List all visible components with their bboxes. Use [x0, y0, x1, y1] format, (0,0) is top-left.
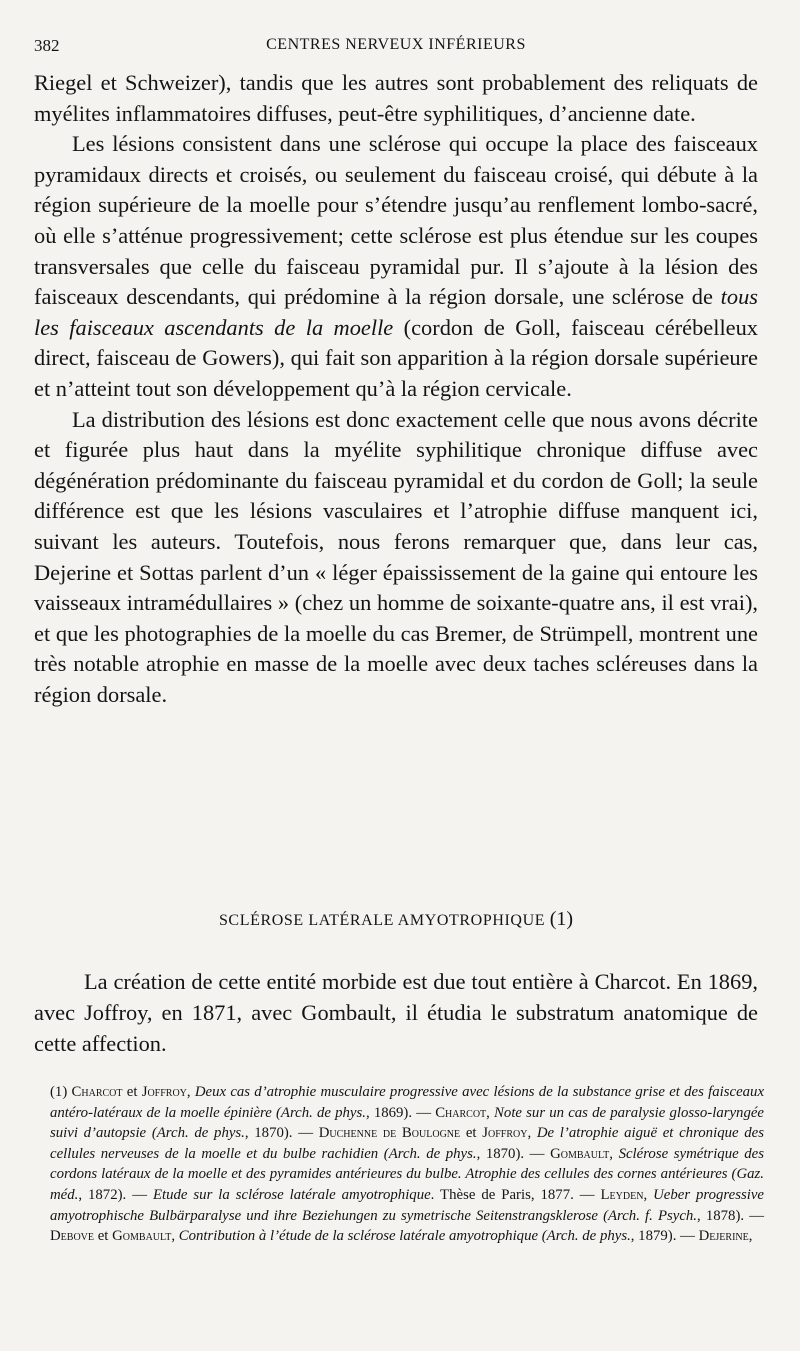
body-text [34, 68, 758, 710]
footnote-text: , [609, 1145, 619, 1162]
footnote-text: , 1872). — [78, 1186, 153, 1203]
footnote-text: , 1870). — [244, 1125, 319, 1142]
footnote-reference: (1) [549, 908, 574, 930]
footnote-author: Charcot [435, 1104, 487, 1121]
footnote-text: , 1879). — [630, 1228, 699, 1245]
paragraph-lesions-text-end: (cordon de Goll, faisceau cérébelleux direct, faisceau de Gowers), qui fait son apparition à la région dorsale supérieure et n’atteint tout son développement qu’à la région cervicale. [34, 314, 759, 401]
footnote-body [50, 1082, 764, 1247]
footnote-citation-title: De l’atrophie aiguë et chronique des cellules nerveuses de la moelle et du bulbe rachidien (Arch. de phys. [50, 1125, 764, 1162]
footnote [50, 1082, 764, 1247]
footnote-author: Duchenne de Boulogne [318, 1125, 461, 1142]
paragraph-lesions-emphasis: tous les faisceaux ascendants de la moelle [34, 284, 758, 340]
paragraph-creation: La création de cette entité morbide est due tout entière à Charcot. En 1869, avec Joffroy, en 1871, avec Gombault, il étudia le substratum anatomique de cette affection. [34, 969, 758, 1056]
footnote-author: Gombault [112, 1228, 172, 1245]
footnote-author: Leyden [600, 1186, 644, 1203]
footnote-author: Debove [50, 1228, 95, 1245]
footnote-citation-title: Contribution à l’étude de la sclérose latérale amyotrophique (Arch. de phys. [178, 1228, 631, 1245]
paragraph-continuation: Riegel et Schweizer), tandis que les autres sont probablement des reliquats de myélites inflammatoires diffuses, peut-être syphilitiques, d’ancienne date. [34, 70, 758, 126]
footnote-author: Joffroy [141, 1084, 187, 1100]
footnote-text: et [94, 1228, 113, 1245]
paragraph-distribution: La distribution des lésions est donc exactement celle que nous avons décrite et figurée plus haut dans la myélite syphilitique chronique diffuse avec dégénération prédominante du faisceau pyramidal et du cordon de Goll; la seule différence est que les lésions vasculaires et l’atrophie diffuse manquent ici, suivant les auteurs. Toutefois, nous ferons remarquer que, dans leur cas, Dejerine et Sottas parlent d’un « léger épaississement de la gaine qui entoure les vaisseaux intramédullaires » (chez un homme de soixante-quatre ans, il est vrai), et que les photographies de la moelle du cas Bremer, de Strümpell, montrent une très notable atrophie en masse de la moelle avec deux taches scléreuses dans la région dorsale. [34, 406, 758, 707]
footnote-text: , [486, 1104, 495, 1121]
footnote-text: . Thèse de Paris, 1877. — [430, 1186, 601, 1203]
footnote-citation-title: Note sur un cas de paralysie glosso-laryngée suivi d’autopsie (Arch. de phys. [50, 1104, 764, 1142]
page-header [34, 36, 758, 60]
running-title: CENTRES NERVEUX INFÉRIEURS [266, 36, 526, 53]
footnote-text: , [186, 1084, 195, 1100]
footnote-text: , [748, 1228, 753, 1245]
section-text [34, 966, 758, 1059]
paragraph-lesions-text: Les lésions consistent dans une sclérose qui occupe la place des faisceaux pyramidaux directs et croisés, ou seulement du faisceau croisé, qui débute à la région supérieure de la moelle pour s’étendre jusqu’au renflement lombo-sacré, où elle s’atténue progressivement; cette sclérose est plus étendue sur les coupes transversales que celle du faisceau pyramidal pur. Il s’ajoute à la lésion des faisceaux descendants, qui prédomine à la région dorsale, une sclérose de [34, 131, 758, 310]
footnote-text: , 1878). — [697, 1207, 764, 1224]
footnote-text: , [643, 1186, 654, 1203]
footnote-citation-title: Deux cas d’atrophie musculaire progressive avec lésions de la substance grise et des faisceaux antéro-latéraux de la moelle épinière (Arch. de phys. [50, 1084, 765, 1121]
section-heading [34, 908, 758, 931]
footnote-marker: (1) [50, 1084, 68, 1100]
footnote-author: Joffroy [482, 1125, 528, 1142]
footnote-text: et [122, 1084, 142, 1100]
paragraph-lesions [34, 129, 758, 404]
footnote-citation-title: Etude sur la sclérose latérale amyotrophique [152, 1186, 431, 1203]
footnote-text: et [460, 1125, 483, 1142]
footnote-author: Gombault [550, 1145, 610, 1162]
footnote-text: , 1869). — [365, 1104, 436, 1121]
page-number: 382 [34, 36, 60, 55]
footnote-citation-title: Sclérose symétrique des cordons latéraux de la moelle et des pyramides antérieures du bulbe. Atrophie des cellules des cornes antérieures (Gaz. méd. [50, 1145, 764, 1203]
footnote-author: Charcot [71, 1084, 123, 1100]
footnote-text: , [527, 1125, 537, 1142]
section-heading-title: SCLÉROSE LATÉRALE AMYOTROPHIQUE [218, 912, 546, 929]
footnote-citation-title: Ueber progressive amyotrophische Bulbärparalyse und ihre Beziehungen zu symetrische Seitenstrangsklerose (Arch. f. Psych. [50, 1186, 764, 1224]
footnote-text: , 1870). — [476, 1145, 551, 1162]
footnote-author: Dejerine [698, 1228, 749, 1245]
footnote-text: , [171, 1228, 179, 1245]
